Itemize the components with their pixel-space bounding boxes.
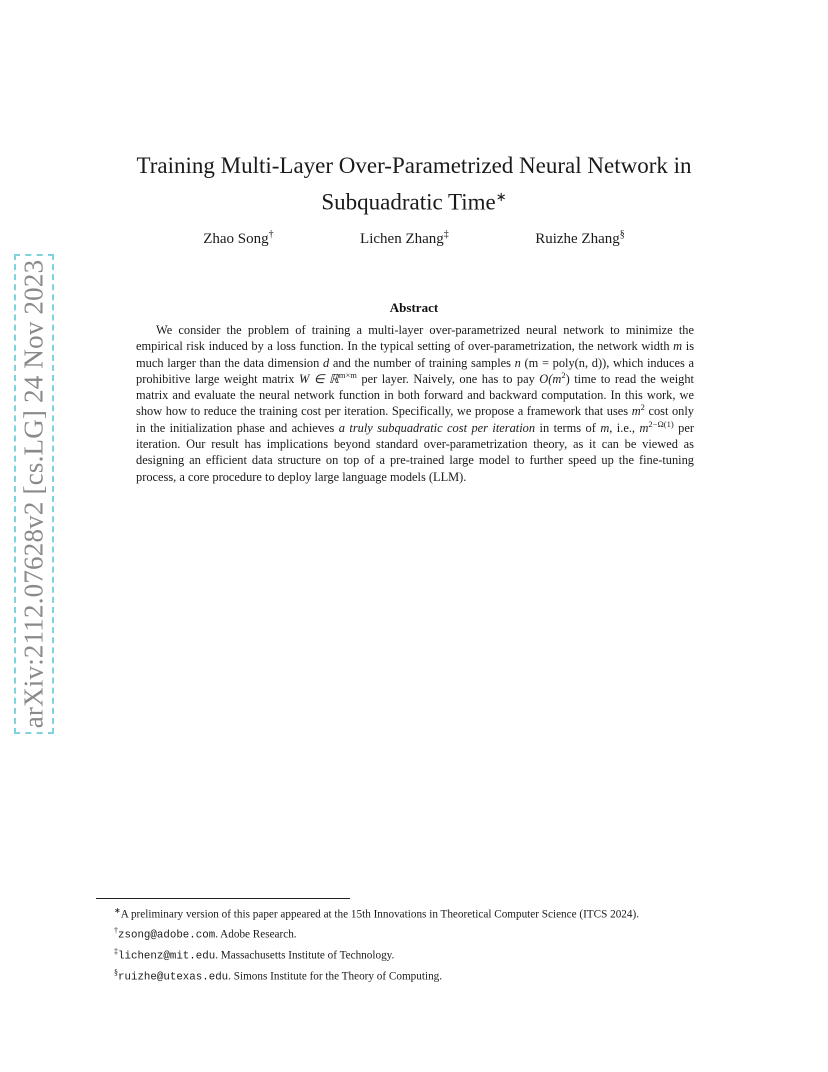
footnote-2: †zsong@adobe.com. Adobe Research.: [114, 925, 297, 942]
email-link[interactable]: zsong@adobe.com: [118, 929, 216, 942]
author-3: Ruizhe Zhang§: [535, 229, 625, 247]
arxiv-identifier[interactable]: arXiv:2112.07628v2 [cs.LG] 24 Nov 2023: [18, 259, 49, 729]
author-2: Lichen Zhang‡: [360, 229, 449, 247]
email-link[interactable]: lichenz@mit.edu: [118, 950, 216, 963]
abstract-emphasis: a truly subquadratic cost per iteration: [338, 420, 536, 435]
footnotes: [96, 903, 736, 986]
paper-title: [100, 150, 728, 218]
footnote-3: ‡lichenz@mit.edu. Massachusetts Institute of Technology.: [114, 946, 395, 963]
footnote-1: ∗A preliminary version of this paper appeared at the 15th Innovations in Theoretical Computer Science (ITCS 2024).: [114, 906, 640, 921]
footnote-4: §ruizhe@utexas.edu. Simons Institute for the Theory of Computing.: [114, 967, 443, 984]
author-1: Zhao Song†: [203, 229, 274, 247]
title-footnote-mark: ∗: [495, 189, 507, 204]
abstract-heading: Abstract: [389, 300, 439, 315]
abstract-text: We consider the problem of training a multi-layer over-parametrized neural network to minimize the empirical risk induced by a loss function. In the typical setting of over-parametrization, the network width m is much larger than the data dimension d and the number of training samples n (m = poly(n, d)), which induces a prohibitive large weight matrix W ∈ ℝ$^{m\times m}$ per layer. Naively, one has to pay $O(m^2)$ time to read the weight matrix and evaluate the neural network function in both forward and backward computation. In this work, we show how to reduce the training cost per iteration. Specifically, we propose a framework that uses $m^2$ cost only in the initialization phase and achieves a truly subquadratic cost per iteration in terms of m, i.e., $m^{2-\Omega(1)}$ per iteration. Our result has implications beyond standard over-parametrization theory, as it can be viewed as designing an efficient data structure on top of a pre-trained large model to further speed up the fine-tuning process, a core procedure to deploy large language models (LLM).: [136, 323, 695, 484]
arxiv-sidebar-stamp[interactable]: [14, 254, 54, 734]
title-line-2: Subquadratic Time∗: [321, 189, 507, 215]
title-line-1: Training Multi-Layer Over-Parametrized Neural Network in: [136, 153, 692, 178]
email-link[interactable]: ruizhe@utexas.edu: [118, 971, 229, 984]
author-list: [160, 229, 668, 248]
footnote-divider: [96, 898, 350, 899]
